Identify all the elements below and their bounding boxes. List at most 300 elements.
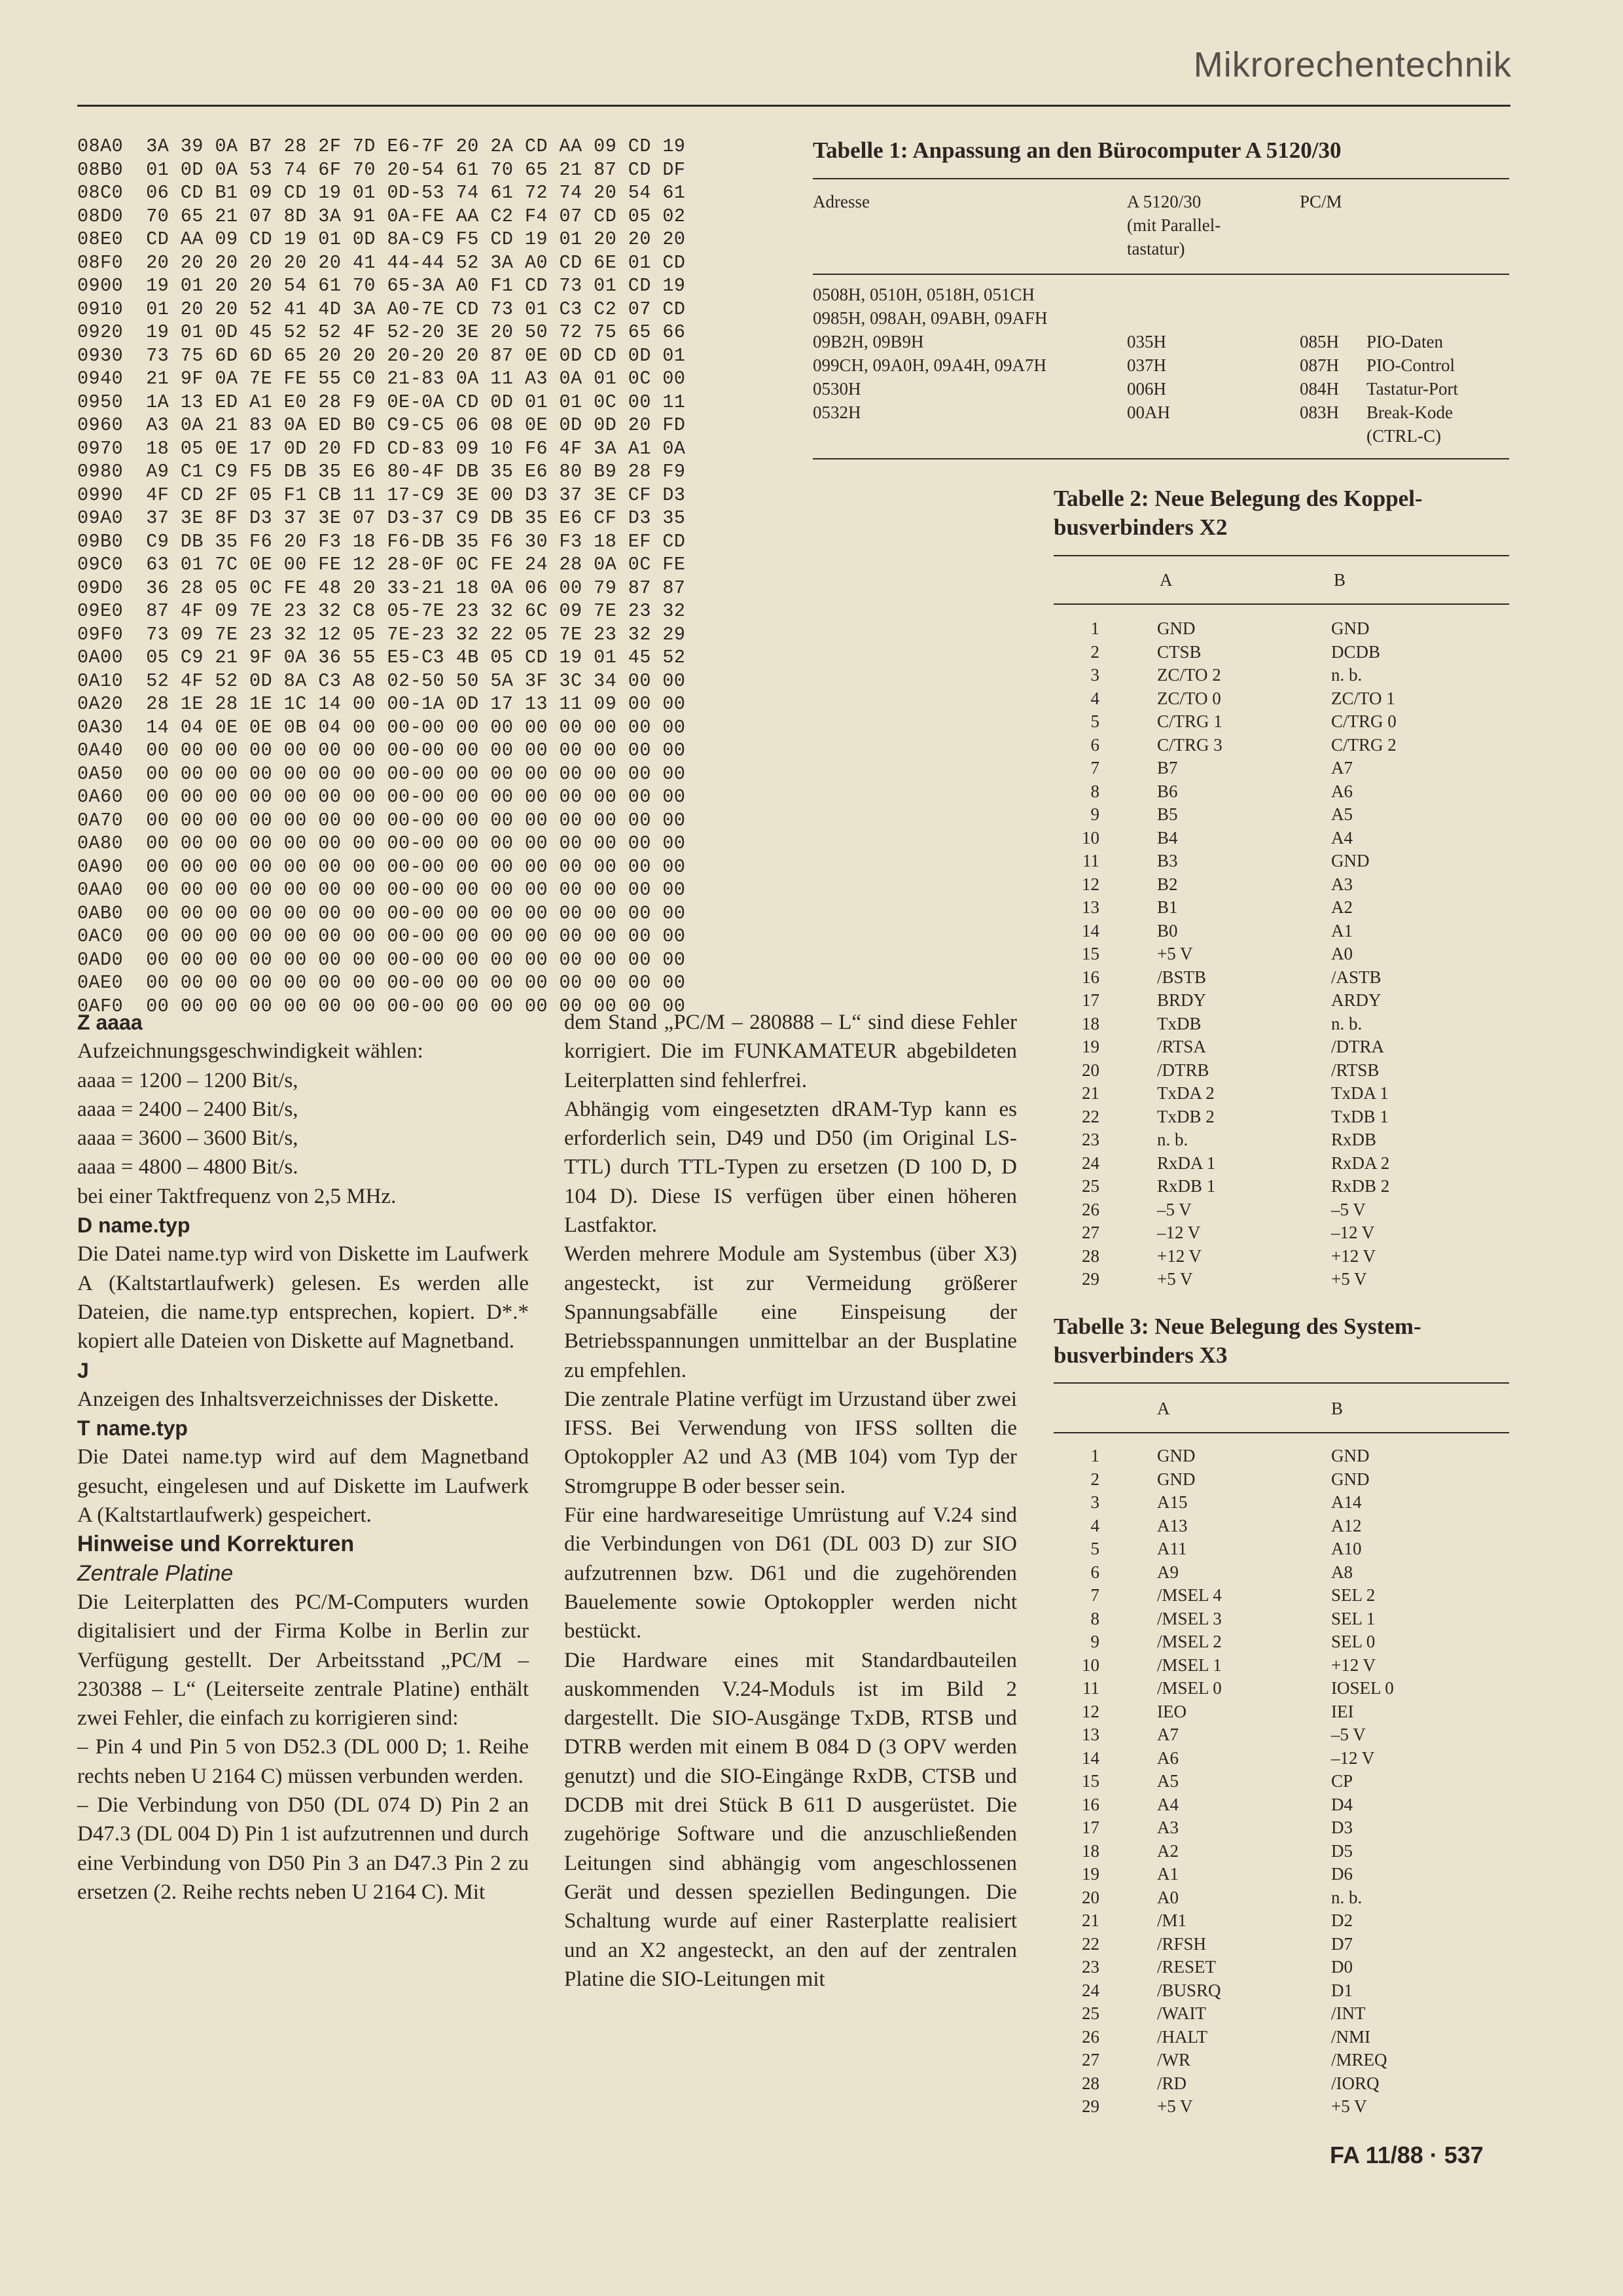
cell-pin: 19 bbox=[1082, 1037, 1099, 1056]
cell-signal-b: GND bbox=[1331, 1446, 1370, 1465]
command-t: T name.typ bbox=[77, 1416, 188, 1441]
cell-pin: 9 bbox=[1090, 1632, 1099, 1651]
hex-dump-row: 0A30 14 04 0E 0E 0B 04 00 00-00 00 00 00 00 00 00 00 bbox=[77, 716, 686, 738]
table-2-row bbox=[1054, 942, 1509, 965]
cell-signal-a: –12 V bbox=[1157, 1223, 1201, 1242]
table-2-row bbox=[1054, 756, 1509, 780]
cell-pin: 4 bbox=[1090, 688, 1099, 708]
cell-signal-a: B0 bbox=[1157, 920, 1178, 941]
cell-signal-a: /RTSA bbox=[1157, 1037, 1206, 1056]
hex-dump-row: 0900 19 01 20 20 54 61 70 65-3A A0 F1 CD 73 01 CD 19 bbox=[77, 275, 686, 296]
header-rule bbox=[77, 105, 1510, 107]
table-1-header-rule bbox=[813, 274, 1509, 275]
cell-signal-a: A5 bbox=[1157, 1771, 1179, 1791]
table-1-cell-pcm: 084H bbox=[1300, 379, 1339, 399]
table-3-row bbox=[1054, 1607, 1509, 1630]
table-1-top-rule bbox=[813, 178, 1509, 179]
cell-signal-a: n. b. bbox=[1157, 1130, 1188, 1149]
table-2-row bbox=[1054, 1105, 1509, 1128]
cell-signal-b: D3 bbox=[1331, 1818, 1353, 1837]
hex-dump-row: 08A0 3A 39 0A B7 28 2F 7D E6-7F 20 2A CD AA 09 CD 19 bbox=[77, 135, 686, 157]
cell-pin: 2 bbox=[1090, 641, 1099, 662]
cell-pin: 18 bbox=[1082, 1840, 1099, 1861]
table-3-row bbox=[1054, 1979, 1509, 2002]
command-j: J bbox=[77, 1358, 89, 1382]
cell-pin: 23 bbox=[1082, 1957, 1099, 1977]
cell-pin: 16 bbox=[1082, 1794, 1099, 1814]
hex-dump-row: 09C0 63 01 7C 0E 00 FE 12 28-0F 0C FE 24 28 0A 0C FE bbox=[77, 554, 686, 575]
cell-signal-b: /NMI bbox=[1331, 2026, 1370, 2047]
cell-pin: 28 bbox=[1082, 1246, 1099, 1266]
table-2-header-rule bbox=[1054, 603, 1509, 605]
table-2-col-b: B bbox=[1334, 570, 1346, 590]
cell-pin: 28 bbox=[1082, 2073, 1099, 2093]
cell-pin: 1 bbox=[1090, 1446, 1099, 1465]
paragraph: – Pin 4 und Pin 5 von D52.3 (DL 000 D; 1. Reihe rechts neben U 2164 C) müssen verbunden werden. bbox=[77, 1735, 529, 1788]
hex-dump-row: 0A60 00 00 00 00 00 00 00 00-00 00 00 00 00 00 00 00 bbox=[77, 786, 686, 808]
table-3-row bbox=[1054, 1630, 1509, 1653]
table-1-cell-a5120: 035H bbox=[1127, 332, 1166, 351]
cell-signal-b: ZC/TO 1 bbox=[1331, 688, 1395, 708]
table-2-row bbox=[1054, 1244, 1509, 1268]
cell-pin: 11 bbox=[1082, 851, 1099, 870]
table-2-row bbox=[1054, 919, 1509, 942]
cell-pin: 8 bbox=[1090, 1608, 1099, 1628]
table-1-cell-addr: 09B2H, 09B9H bbox=[813, 332, 924, 351]
table-3-row bbox=[1054, 1932, 1509, 1956]
cell-signal-a: C/TRG 3 bbox=[1157, 734, 1222, 755]
cell-signal-a: A7 bbox=[1157, 1725, 1179, 1744]
command-z: Z aaaa bbox=[77, 1011, 143, 1034]
cell-pin: 4 bbox=[1090, 1515, 1099, 1535]
cell-signal-b: A14 bbox=[1331, 1492, 1362, 1512]
table-2-col-a: A bbox=[1160, 570, 1173, 590]
table-1-cell-a5120: 00AH bbox=[1127, 403, 1170, 422]
cell-signal-a: /DTRB bbox=[1157, 1060, 1209, 1080]
cell-signal-a: +12 V bbox=[1157, 1246, 1202, 1266]
cell-signal-b: –12 V bbox=[1331, 1223, 1375, 1242]
table-2-row bbox=[1054, 849, 1509, 872]
table-1-cell-desc: (CTRL-C) bbox=[1366, 426, 1441, 446]
cell-pin: 5 bbox=[1090, 711, 1099, 731]
table-2-row bbox=[1054, 1221, 1509, 1244]
hex-dump-row: 0A40 00 00 00 00 00 00 00 00-00 00 00 00 00 00 00 00 bbox=[77, 740, 686, 761]
cell-pin: 17 bbox=[1082, 1818, 1099, 1837]
hex-dump-row: 0A90 00 00 00 00 00 00 00 00-00 00 00 00 00 00 00 00 bbox=[77, 855, 686, 878]
table-3-row bbox=[1054, 1723, 1509, 1746]
cell-signal-b: A8 bbox=[1331, 1562, 1353, 1582]
cell-signal-b: A7 bbox=[1331, 758, 1353, 778]
cell-signal-b: D1 bbox=[1331, 1980, 1353, 2000]
cell-pin: 1 bbox=[1090, 619, 1099, 638]
table-3-row bbox=[1054, 1955, 1509, 1979]
cell-signal-a: A13 bbox=[1157, 1515, 1188, 1535]
hex-dump-row: 08C0 06 CD B1 09 CD 19 01 0D-53 74 61 72 74 20 54 61 bbox=[77, 182, 686, 204]
table-2-row bbox=[1054, 663, 1509, 687]
hex-dump-row: 08B0 01 0D 0A 53 74 6F 70 20-54 61 70 65 21 87 CD DF bbox=[77, 158, 686, 181]
cell-pin: 26 bbox=[1082, 1199, 1099, 1219]
table-3-row bbox=[1054, 1444, 1509, 1467]
cell-signal-a: ZC/TO 2 bbox=[1157, 665, 1221, 685]
cell-signal-a: B6 bbox=[1157, 781, 1178, 801]
cell-pin: 3 bbox=[1090, 1492, 1099, 1512]
cell-signal-b: A5 bbox=[1331, 804, 1353, 824]
table-3-col-b: B bbox=[1331, 1399, 1344, 1418]
cell-signal-a: A2 bbox=[1157, 1840, 1179, 1861]
cell-signal-a: +5 V bbox=[1157, 944, 1193, 963]
table-3-title-line: busverbinders X3 bbox=[1054, 1342, 1228, 1368]
cell-signal-a: /HALT bbox=[1157, 2026, 1208, 2047]
paragraph: Für eine hardwareseitige Umrüstung auf V.24 sind die Verbindungen von D61 (DL 003 D) zur SIO aufzutrennen bzw. D61 und die zugehörenden Bauelemente sowie Optokoppler werden nicht bestückt. bbox=[564, 1503, 1017, 1643]
table-3-row bbox=[1054, 1537, 1509, 1560]
cell-pin: 16 bbox=[1082, 967, 1099, 987]
cell-pin: 24 bbox=[1082, 1980, 1099, 2000]
cell-signal-b: +5 V bbox=[1331, 2096, 1367, 2116]
hex-dump-row: 0A00 05 C9 21 9F 0A 36 55 E5-C3 4B 05 CD 19 01 45 52 bbox=[77, 647, 686, 668]
cell-pin: 10 bbox=[1082, 827, 1099, 848]
hex-dump-row: 0AF0 00 00 00 00 00 00 00 00-00 00 00 00 00 00 00 00 bbox=[77, 995, 686, 1017]
cell-signal-a: RxDA 1 bbox=[1157, 1153, 1216, 1173]
cell-signal-a: /RESET bbox=[1157, 1957, 1217, 1977]
cell-signal-a: /WR bbox=[1157, 2050, 1190, 2070]
cell-signal-a: B4 bbox=[1157, 827, 1178, 848]
table-2-row bbox=[1054, 1174, 1509, 1198]
cell-signal-a: –5 V bbox=[1157, 1199, 1192, 1219]
section-heading: Hinweise und Korrekturen bbox=[77, 1532, 355, 1557]
table-2-row bbox=[1054, 872, 1509, 896]
table-1-cell-desc: PIO-Daten bbox=[1366, 332, 1443, 351]
command-z-desc: Aufzeichnungsgeschwindigkeit wählen: bbox=[77, 1039, 423, 1064]
cell-signal-b: A12 bbox=[1331, 1515, 1362, 1535]
table-1-header-a5120 bbox=[1127, 190, 1221, 260]
table-3-row bbox=[1054, 2048, 1509, 2072]
table-1-cell-addr: 0985H, 098AH, 09ABH, 09AFH bbox=[813, 308, 1048, 328]
paragraph: Abhängig vom eingesetzten dRAM-Typ kann es erforderlich sein, D49 und D50 (im Original LS-TTL) durch TTL-Typen zu ersetzen (D 100 D, D 104 D). Diese IS verfügen über einen höheren Lastfaktor. bbox=[564, 1097, 1017, 1238]
table-1-header-a5120-line: tastatur) bbox=[1127, 239, 1185, 259]
cell-signal-b: –5 V bbox=[1331, 1199, 1366, 1219]
cell-signal-b: n. b. bbox=[1331, 1013, 1363, 1033]
cell-signal-b: TxDA 1 bbox=[1331, 1083, 1389, 1103]
table-1-header-pcm: PC/M bbox=[1300, 192, 1342, 211]
table-3-row bbox=[1054, 2001, 1509, 2025]
cell-signal-b: RxDA 2 bbox=[1331, 1153, 1390, 1173]
cell-signal-b: D0 bbox=[1331, 1957, 1353, 1977]
cell-signal-a: /MSEL 2 bbox=[1157, 1632, 1222, 1651]
table-3-row bbox=[1054, 2094, 1509, 2118]
cell-pin: 12 bbox=[1082, 1701, 1099, 1721]
table-3-row bbox=[1054, 2072, 1509, 2095]
table-1-cell-desc: PIO-Control bbox=[1366, 355, 1455, 375]
cell-signal-a: A6 bbox=[1157, 1748, 1179, 1768]
table-3-header-rule bbox=[1054, 1432, 1509, 1433]
cell-signal-a: A11 bbox=[1157, 1539, 1187, 1558]
cell-signal-a: +5 V bbox=[1157, 2096, 1193, 2116]
command-z-option: aaaa = 1200 – 1200 Bit/s, bbox=[77, 1068, 298, 1092]
cell-signal-a: /MSEL 1 bbox=[1157, 1655, 1222, 1675]
table-3-row bbox=[1054, 1816, 1509, 1839]
cell-pin: 13 bbox=[1082, 897, 1099, 917]
hex-dump-row: 08F0 20 20 20 20 20 20 41 44-44 52 3A A0 CD 6E 01 CD bbox=[77, 251, 686, 274]
cell-signal-a: /BUSRQ bbox=[1157, 1980, 1221, 2000]
cell-pin: 22 bbox=[1082, 1933, 1099, 1954]
cell-signal-b: –5 V bbox=[1331, 1725, 1366, 1744]
cell-pin: 29 bbox=[1082, 1269, 1099, 1289]
table-2-row bbox=[1054, 1081, 1509, 1105]
table-1-cell-addr: 0532H bbox=[813, 403, 861, 422]
cell-signal-b: SEL 0 bbox=[1331, 1632, 1376, 1651]
cell-pin: 27 bbox=[1082, 1223, 1099, 1242]
cell-signal-b: /DTRA bbox=[1331, 1037, 1384, 1056]
hex-dump-row: 09A0 37 3E 8F D3 37 3E 07 D3-37 C9 DB 35 E6 CF D3 35 bbox=[77, 507, 686, 529]
cell-pin: 15 bbox=[1082, 1771, 1099, 1791]
hex-dump-row: 08E0 CD AA 09 CD 19 01 0D 8A-C9 F5 CD 19 01 20 20 20 bbox=[77, 228, 686, 250]
hex-dump-row: 0AC0 00 00 00 00 00 00 00 00-00 00 00 00 00 00 00 00 bbox=[77, 925, 686, 947]
table-2-row bbox=[1054, 1128, 1509, 1151]
table-2-title-line: Tabelle 2: Neue Belegung des Koppel- bbox=[1054, 486, 1423, 511]
hex-dump-row: 09D0 36 28 05 0C FE 48 20 33-21 18 0A 06 00 79 87 87 bbox=[77, 577, 686, 599]
cell-signal-a: C/TRG 1 bbox=[1157, 711, 1222, 731]
table-2-row bbox=[1054, 687, 1509, 710]
hex-dump-row: 0940 21 9F 0A 7E FE 55 C0 21-83 0A 11 A3 0A 01 0C 00 bbox=[77, 368, 686, 389]
cell-signal-b: TxDB 1 bbox=[1331, 1106, 1389, 1126]
table-2-row bbox=[1054, 1151, 1509, 1175]
cell-signal-a: A9 bbox=[1157, 1562, 1179, 1582]
cell-signal-a: A0 bbox=[1157, 1887, 1179, 1907]
cell-signal-b: DCDB bbox=[1331, 641, 1381, 662]
hex-dump-row: 0910 01 20 20 52 41 4D 3A A0-7E CD 73 01 C3 C2 07 CD bbox=[77, 298, 686, 320]
cell-signal-b: IEI bbox=[1331, 1701, 1354, 1721]
hex-dump-row: 0970 18 05 0E 17 0D 20 FD CD-83 09 10 F6 4F 3A A1 0A bbox=[77, 437, 686, 459]
table-2-row bbox=[1054, 988, 1509, 1012]
cell-signal-b: A10 bbox=[1331, 1539, 1362, 1558]
table-2-row bbox=[1054, 965, 1509, 989]
cell-pin: 14 bbox=[1082, 1748, 1099, 1768]
cell-signal-a: CTSB bbox=[1157, 641, 1202, 662]
command-d: D name.typ bbox=[77, 1213, 190, 1238]
cell-pin: 12 bbox=[1082, 874, 1099, 894]
hex-dump-row: 09B0 C9 DB 35 F6 20 F3 18 F6-DB 35 F6 30 F3 18 EF CD bbox=[77, 530, 686, 552]
table-3-row bbox=[1054, 1653, 1509, 1677]
cell-pin: 13 bbox=[1082, 1725, 1099, 1744]
table-1-cell-addr: 0530H bbox=[813, 379, 861, 399]
table-2-row bbox=[1054, 1267, 1509, 1291]
cell-signal-a: GND bbox=[1157, 1446, 1196, 1465]
cell-signal-b: A0 bbox=[1331, 944, 1353, 963]
cell-pin: 18 bbox=[1082, 1013, 1099, 1033]
cell-signal-a: TxDA 2 bbox=[1157, 1083, 1215, 1103]
paragraph: – Die Verbindung von D50 (DL 074 D) Pin 2 an D47.3 (DL 004 D) Pin 1 ist aufzutrennen und durch eine Verbindung von D50 Pin 3 an D47.3 Pin 2 zu ersetzen (2. Reihe rechts neben U 2164 C). Mit bbox=[77, 1793, 529, 1904]
table-1-header-a5120-line: (mit Parallel- bbox=[1127, 215, 1221, 235]
cell-pin: 14 bbox=[1082, 920, 1099, 941]
cell-pin: 6 bbox=[1090, 734, 1099, 755]
cell-pin: 20 bbox=[1082, 1887, 1099, 1907]
table-2-row bbox=[1054, 1012, 1509, 1035]
hex-dump-row: 0990 4F CD 2F 05 F1 CB 11 17-C9 3E 00 D3 37 3E CF D3 bbox=[77, 484, 686, 506]
hex-dump-row: 0A20 28 1E 28 1E 1C 14 00 00-1A 0D 17 13 11 09 00 00 bbox=[77, 693, 686, 715]
cell-signal-b: /ASTB bbox=[1331, 967, 1382, 987]
cell-signal-b: +5 V bbox=[1331, 1269, 1367, 1289]
table-2-row bbox=[1054, 640, 1509, 664]
cell-signal-a: ZC/TO 0 bbox=[1157, 688, 1221, 708]
cell-pin: 21 bbox=[1082, 1910, 1099, 1930]
cell-signal-a: +5 V bbox=[1157, 1269, 1193, 1289]
table-2-row bbox=[1054, 826, 1509, 850]
table-3-row bbox=[1054, 1490, 1509, 1514]
cell-signal-b: D7 bbox=[1331, 1933, 1353, 1954]
cell-signal-a: B1 bbox=[1157, 897, 1178, 917]
cell-pin: 15 bbox=[1082, 944, 1099, 963]
table-3-header bbox=[1054, 1397, 1509, 1420]
cell-signal-b: /MREQ bbox=[1331, 2050, 1387, 2070]
subsection-heading: Zentrale Platine bbox=[77, 1560, 234, 1586]
cell-signal-b: CP bbox=[1331, 1771, 1353, 1791]
section-header: Mikrorechentechnik bbox=[1193, 45, 1512, 84]
table-2-row bbox=[1054, 733, 1509, 757]
cell-signal-a: BRDY bbox=[1157, 990, 1207, 1010]
hex-dump-row: 0960 A3 0A 21 83 0A ED B0 C9-C5 06 08 0E 0D 0D 20 FD bbox=[77, 414, 686, 436]
table-1-header-adresse: Adresse bbox=[813, 192, 870, 211]
cell-pin: 11 bbox=[1082, 1678, 1099, 1698]
table-2-title-line: busverbinders X2 bbox=[1054, 514, 1228, 540]
cell-signal-b: n. b. bbox=[1331, 1887, 1363, 1907]
cell-signal-a: IEO bbox=[1157, 1701, 1186, 1721]
cell-pin: 9 bbox=[1090, 804, 1099, 824]
table-2-row bbox=[1054, 802, 1509, 826]
cell-signal-b: GND bbox=[1331, 1469, 1370, 1489]
cell-signal-b: RxDB 2 bbox=[1331, 1176, 1390, 1196]
cell-signal-a: A3 bbox=[1157, 1818, 1179, 1837]
table-1-header-a5120-line: A 5120/30 bbox=[1127, 192, 1202, 211]
cell-pin: 10 bbox=[1082, 1655, 1099, 1675]
cell-signal-a: /MSEL 3 bbox=[1157, 1608, 1222, 1628]
hex-dump-row: 0AB0 00 00 00 00 00 00 00 00-00 00 00 00 00 00 00 00 bbox=[77, 902, 686, 924]
text-column-2 bbox=[564, 1008, 1017, 1994]
cell-signal-b: A2 bbox=[1331, 897, 1353, 917]
table-3-row bbox=[1054, 1862, 1509, 1886]
page-footer: FA 11/88 · 537 bbox=[1330, 2142, 1484, 2168]
table-2-row bbox=[1054, 1198, 1509, 1221]
cell-signal-b: GND bbox=[1331, 851, 1370, 870]
text-column-1 bbox=[77, 1008, 529, 1907]
cell-signal-a: RxDB 1 bbox=[1157, 1176, 1216, 1196]
paragraph: Werden mehrere Module am Systembus (über X3) angesteckt, ist zur Vermeidung größerer Spannungsabfälle eine Einspeisung der Betriebsspannungen unmittelbar an der Busplatine zu empfehlen. bbox=[564, 1242, 1017, 1382]
table-3-row bbox=[1054, 1769, 1509, 1793]
cell-signal-b: /IORQ bbox=[1331, 2073, 1380, 2093]
cell-pin: 22 bbox=[1082, 1106, 1099, 1126]
cell-signal-a: B7 bbox=[1157, 758, 1178, 778]
paragraph: dem Stand „PC/M – 280888 – L“ sind diese Fehler korrigiert. Die im FUNKAMATEUR abgebildeten Leiterplatten sind fehlerfrei. bbox=[564, 1011, 1017, 1092]
cell-pin: 26 bbox=[1082, 2026, 1099, 2047]
table-3-row bbox=[1054, 1909, 1509, 1932]
cell-signal-a: /BSTB bbox=[1157, 967, 1207, 987]
table-2-title bbox=[1054, 484, 1505, 542]
cell-signal-b: SEL 2 bbox=[1331, 1585, 1376, 1605]
cell-pin: 21 bbox=[1082, 1083, 1099, 1103]
cell-signal-b: n. b. bbox=[1331, 665, 1363, 685]
table-3-row bbox=[1054, 1700, 1509, 1723]
cell-pin: 25 bbox=[1082, 1176, 1099, 1196]
cell-pin: 24 bbox=[1082, 1153, 1099, 1173]
cell-pin: 25 bbox=[1082, 2003, 1099, 2023]
hex-dump-row: 0980 A9 C1 C9 F5 DB 35 E6 80-4F DB 35 E6 80 B9 28 F9 bbox=[77, 461, 686, 482]
cell-signal-a: B3 bbox=[1157, 851, 1178, 870]
cell-signal-a: TxDB 2 bbox=[1157, 1106, 1215, 1126]
table-1-cell-a5120: 006H bbox=[1127, 379, 1166, 399]
cell-signal-b: C/TRG 0 bbox=[1331, 711, 1397, 731]
table-1-cell-addr: 0508H, 0510H, 0518H, 051CH bbox=[813, 285, 1035, 304]
command-z-note: bei einer Taktfrequenz von 2,5 MHz. bbox=[77, 1184, 397, 1208]
table-2-row bbox=[1054, 617, 1509, 640]
table-2-row bbox=[1054, 1035, 1509, 1058]
paragraph: Die Hardware eines mit Standardbauteilen auskommenden V.24-Moduls ist im Bild 2 dargestellt. Die SIO-Ausgänge TxDB, RTSB und DTRB werden mit einem B 084 D (3 OPV werden genutzt) und die SIO-Eingänge RxDB, CTSB und DCDB mit drei Stück B 611 D ausgerüstet. Die zugehörige Software und die anzuschließenden Leitungen sind abhängig vom angeschlossenen Gerät und dessen speziellen Bedingungen. Die Schaltung wurde auf einer Rasterplatte realisiert und an X2 angesteckt, an den auf der zentralen Platine die SIO-Leitungen mit bbox=[564, 1648, 1017, 1991]
cell-signal-b: –12 V bbox=[1331, 1748, 1375, 1768]
cell-signal-b: D2 bbox=[1331, 1910, 1353, 1930]
cell-signal-a: /MSEL 0 bbox=[1157, 1678, 1222, 1698]
table-3-row bbox=[1054, 1886, 1509, 1909]
cell-signal-b: A4 bbox=[1331, 827, 1353, 848]
cell-signal-b: IOSEL 0 bbox=[1331, 1678, 1394, 1698]
cell-signal-a: /RFSH bbox=[1157, 1933, 1207, 1954]
table-1-cell-pcm: 085H bbox=[1300, 332, 1339, 351]
cell-signal-a: A4 bbox=[1157, 1794, 1179, 1814]
table-3-row bbox=[1054, 1514, 1509, 1537]
cell-signal-b: A3 bbox=[1331, 874, 1353, 894]
table-2-row bbox=[1054, 895, 1509, 919]
table-3-row bbox=[1054, 1560, 1509, 1584]
table-1-title: Tabelle 1: Anpassung an den Bürocomputer A 5120/30 bbox=[813, 137, 1342, 163]
hex-dump-row: 0A50 00 00 00 00 00 00 00 00-00 00 00 00 00 00 00 00 bbox=[77, 762, 686, 785]
cell-signal-a: /M1 bbox=[1157, 1910, 1187, 1930]
cell-pin: 7 bbox=[1090, 758, 1099, 778]
hex-dump-row: 0AE0 00 00 00 00 00 00 00 00-00 00 00 00 00 00 00 00 bbox=[77, 972, 686, 994]
cell-pin: 8 bbox=[1090, 781, 1099, 801]
cell-signal-b: GND bbox=[1331, 619, 1370, 638]
cell-pin: 6 bbox=[1090, 1562, 1099, 1582]
cell-signal-b: A6 bbox=[1331, 781, 1353, 801]
cell-signal-b: /INT bbox=[1331, 2003, 1366, 2023]
cell-signal-b: ARDY bbox=[1331, 990, 1382, 1010]
cell-pin: 3 bbox=[1090, 665, 1099, 685]
cell-pin: 27 bbox=[1082, 2050, 1099, 2070]
cell-signal-a: B2 bbox=[1157, 874, 1178, 894]
table-1-cell-addr: 099CH, 09A0H, 09A4H, 09A7H bbox=[813, 355, 1046, 375]
command-j-desc: Anzeigen des Inhaltsverzeichnisses der Diskette. bbox=[77, 1387, 499, 1411]
table-1-cell-pcm: 083H bbox=[1300, 403, 1339, 422]
cell-signal-a: A15 bbox=[1157, 1492, 1188, 1512]
command-t-desc: Die Datei name.typ wird auf dem Magnetband gesucht, eingelesen und auf Diskette im Laufwerk A (Kaltstartlaufwerk) gespeichert. bbox=[77, 1445, 529, 1528]
table-3-row bbox=[1054, 1746, 1509, 1770]
cell-signal-b: SEL 1 bbox=[1331, 1608, 1376, 1628]
table-3-row bbox=[1054, 2025, 1509, 2049]
cell-pin: 17 bbox=[1082, 990, 1099, 1010]
cell-pin: 29 bbox=[1082, 2096, 1099, 2116]
table-3-row bbox=[1054, 1467, 1509, 1491]
hex-dump-row: 0A10 52 4F 52 0D 8A C3 A8 02-50 50 5A 3F 3C 34 00 00 bbox=[77, 670, 686, 692]
cell-signal-a: A1 bbox=[1157, 1864, 1179, 1884]
table-1-cell-desc: Break-Kode bbox=[1366, 403, 1453, 422]
cell-pin: 5 bbox=[1090, 1539, 1099, 1558]
cell-signal-b: D4 bbox=[1331, 1794, 1353, 1814]
cell-pin: 7 bbox=[1090, 1585, 1099, 1605]
hex-dump-row: 0AD0 00 00 00 00 00 00 00 00-00 00 00 00 00 00 00 00 bbox=[77, 948, 686, 971]
cell-signal-a: GND bbox=[1157, 619, 1196, 638]
hex-dump-row: 0920 19 01 0D 45 52 52 4F 52-20 3E 20 50 72 75 65 66 bbox=[77, 321, 686, 343]
cell-signal-a: /WAIT bbox=[1157, 2003, 1206, 2023]
table-1-cell-pcm: 087H bbox=[1300, 355, 1339, 375]
table-2-row bbox=[1054, 1058, 1509, 1082]
command-z-option: aaaa = 3600 – 3600 Bit/s, bbox=[77, 1126, 298, 1151]
hex-dump-row: 0AA0 00 00 00 00 00 00 00 00-00 00 00 00 00 00 00 00 bbox=[77, 879, 686, 901]
